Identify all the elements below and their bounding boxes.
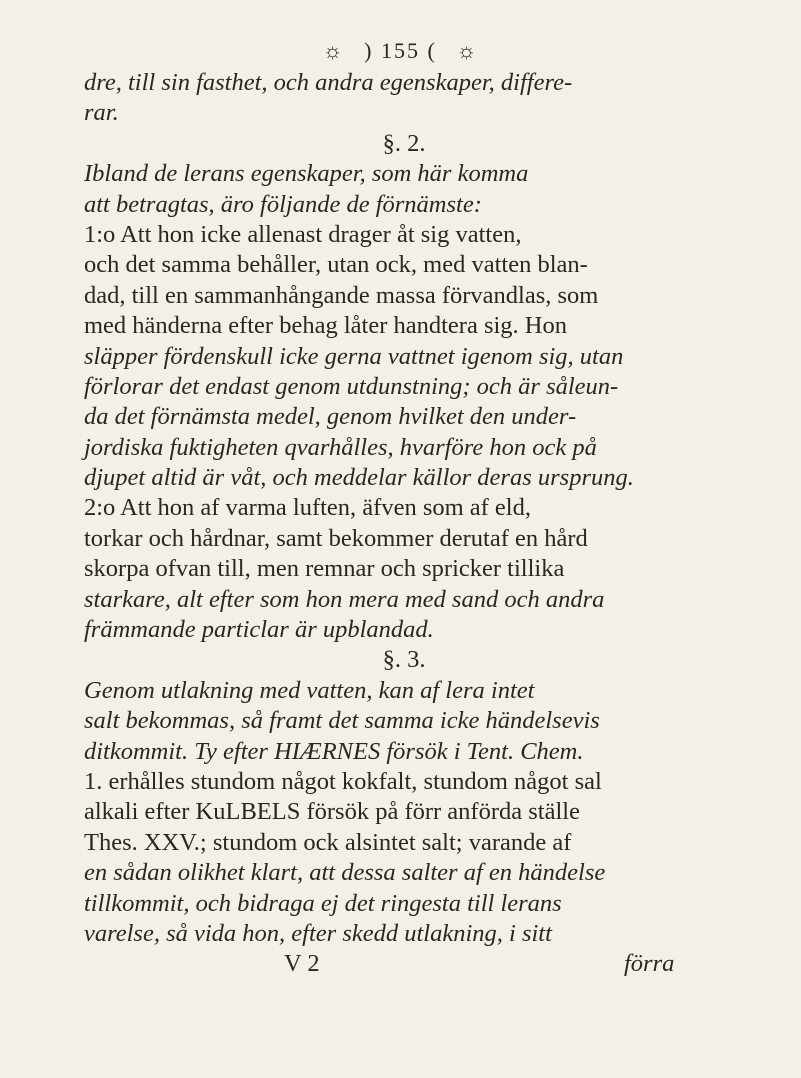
text-line: dre, till sin fasthet, och andra egenskaper, differe-: [84, 69, 573, 96]
text-line: salt bekommas, så framt det samma icke händelsevis: [84, 707, 600, 735]
text-line: dad, till en sammanhångande massa förvandlas, som: [84, 281, 599, 309]
text-line: djupet altid är våt, och meddelar källor deras ursprung.: [84, 464, 634, 492]
page-footer: [84, 949, 724, 979]
text-line: 2:o Att hon af varma luften, äfven som af eld,: [84, 494, 531, 522]
text-line: jordiska fuktigheten qvarhålles, hvarföre hon ock på: [84, 433, 597, 461]
text-line: förlorar det endast genom utdunstning; och är såleun-: [84, 372, 619, 400]
text-line: Genom utlakning med vatten, kan af lera intet: [84, 676, 535, 704]
text-line: att betragtas, äro följande de förnämste:: [84, 190, 482, 218]
text-line: 1:o Att hon icke allenast drager åt sig vatten,: [84, 220, 522, 248]
text-line: Thes. XXV.; stundom ock alsintet salt; varande af: [84, 828, 572, 856]
text-line: tillkommit, och bidraga ej det ringesta till lerans: [84, 889, 562, 917]
text-line: ditkommit. Ty efter HIÆRNES försök i Tent. Chem.: [84, 737, 584, 765]
section-heading: §. 3.: [382, 646, 426, 674]
text-line: skorpa ofvan till, men remnar och spricker tillika: [84, 555, 565, 583]
text-line: varelse, så vida hon, efter skedd utlakning, i sitt: [84, 919, 552, 947]
page-header: [0, 38, 801, 64]
text-line: 1. erhålles stundom något kokfalt, stundom något sal: [84, 767, 602, 795]
text-line: Ibland de lerans egenskaper, som här komma: [84, 160, 529, 188]
text-line: rar.: [84, 99, 119, 127]
text-line: da det förnämsta medel, genom hvilket den under-: [84, 403, 577, 431]
text-line: släpper fördenskull icke gerna vattnet igenom sig, utan: [84, 342, 624, 370]
page-number: ) 155 (: [364, 38, 437, 63]
signature-mark: V 2: [284, 950, 320, 978]
text-line: en sådan olikhet klart, att dessa salter af en händelse: [84, 859, 606, 887]
sun-ornament-icon: ☼: [322, 38, 345, 63]
text-line: och det samma behåller, utan ock, med vatten blan-: [84, 251, 588, 279]
text-line: torkar och hårdnar, samt bekommer derutaf en hård: [84, 524, 588, 552]
text-line: främmande particlar är upblandad.: [84, 616, 434, 644]
text-line: alkali efter KuLBELS försök på förr anförda ställe: [84, 798, 580, 826]
section-heading: §. 2.: [382, 129, 426, 157]
text-line: starkare, alt efter som hon mera med sand och andra: [84, 585, 605, 613]
text-line: med händerna efter behag låter handtera sig. Hon: [84, 312, 567, 340]
sun-ornament-icon: ☼: [456, 38, 479, 63]
body-text: [84, 68, 724, 980]
catchword: förra: [624, 950, 675, 978]
